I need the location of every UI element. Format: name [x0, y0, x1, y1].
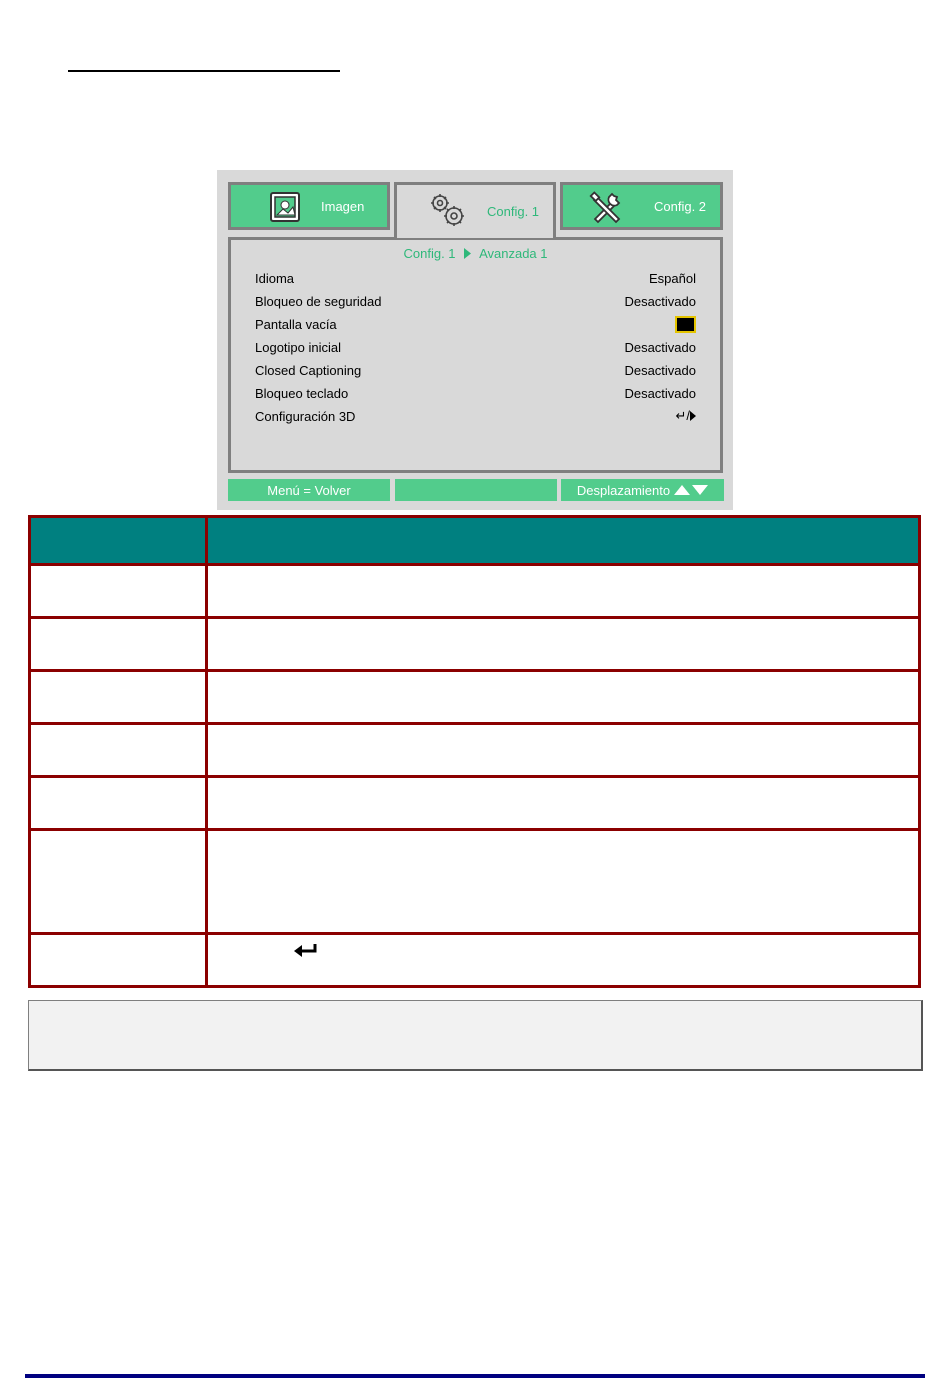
table-cell	[28, 563, 208, 619]
table-header-cell	[205, 515, 921, 566]
menu-item-label: Configuración 3D	[255, 408, 356, 424]
down-triangle-icon	[692, 485, 708, 495]
menu-item-label: Logotipo inicial	[255, 339, 342, 355]
tab-label: Imagen	[321, 198, 365, 214]
note-box	[28, 1000, 923, 1071]
menu-item-label: Bloqueo teclado	[255, 385, 349, 401]
menu-item-closed-captioning[interactable]	[255, 359, 696, 381]
table-header-row	[28, 515, 921, 566]
tools-icon	[589, 191, 623, 225]
breadcrumb	[231, 246, 720, 261]
footer-left-label: Menú = Volver	[267, 482, 351, 498]
table-row	[28, 828, 921, 935]
table-cell	[205, 669, 921, 725]
menu-item-label: Closed Captioning	[255, 362, 362, 378]
top-rule	[68, 70, 340, 72]
gears-icon	[427, 191, 461, 225]
enter-arrow-icon	[293, 943, 319, 959]
table-cell	[205, 563, 921, 619]
menu-item-value	[675, 408, 696, 424]
menu-item-logotipo-inicial[interactable]	[255, 336, 696, 358]
menu-item-pantalla-vacia[interactable]	[255, 313, 696, 335]
up-triangle-icon	[674, 485, 690, 495]
enter-slash-text: ↵/	[675, 408, 690, 423]
table-cell	[28, 828, 208, 935]
menu-item-idioma[interactable]	[255, 267, 696, 289]
menu-item-label: Bloqueo de seguridad	[255, 293, 382, 309]
bottom-rule	[25, 1374, 925, 1378]
table-cell	[205, 828, 921, 935]
tab-label: Config. 1	[487, 204, 540, 219]
footer-right-label: Desplazamiento	[576, 482, 671, 498]
color-swatch	[675, 316, 696, 333]
breadcrumb-part2: Avanzada 1	[479, 246, 548, 261]
table-header-cell	[28, 515, 208, 566]
table-row	[28, 932, 921, 988]
menu-item-value: Desactivado	[624, 339, 696, 355]
osd-settings-panel	[228, 237, 723, 473]
breadcrumb-part1: Config. 1	[403, 246, 456, 261]
menu-item-bloqueo-seguridad[interactable]	[255, 290, 696, 312]
menu-item-label: Pantalla vacía	[255, 316, 337, 332]
table-row	[28, 563, 921, 619]
table-cell	[28, 722, 208, 778]
tab-config-2[interactable]	[560, 182, 723, 230]
table-row	[28, 616, 921, 672]
osd-menu-screenshot	[217, 170, 733, 510]
triangle-right-icon	[463, 248, 472, 259]
table-cell	[205, 932, 921, 988]
menu-item-value: Desactivado	[624, 362, 696, 378]
table-row	[28, 775, 921, 831]
footer-desplazamiento	[561, 479, 724, 501]
table-cell	[205, 616, 921, 672]
table-cell	[28, 616, 208, 672]
tab-label: Config. 2	[654, 198, 707, 214]
menu-item-value: Desactivado	[624, 385, 696, 401]
tab-imagen[interactable]	[228, 182, 390, 230]
table-row	[28, 722, 921, 778]
footer-middle	[395, 479, 557, 501]
image-settings-icon	[269, 191, 303, 225]
table-cell	[28, 669, 208, 725]
menu-item-configuracion-3d[interactable]	[255, 405, 696, 427]
table-cell	[28, 932, 208, 988]
tab-config-1[interactable]	[394, 182, 556, 238]
triangle-right-icon	[690, 411, 696, 421]
table-cell	[205, 722, 921, 778]
menu-item-value: Español	[649, 270, 696, 286]
footer-menu-volver	[228, 479, 390, 501]
menu-item-label: Idioma	[255, 270, 295, 286]
table-cell	[205, 775, 921, 831]
table-cell	[28, 775, 208, 831]
menu-item-bloqueo-teclado[interactable]	[255, 382, 696, 404]
table-row	[28, 669, 921, 725]
menu-item-value: Desactivado	[624, 293, 696, 309]
